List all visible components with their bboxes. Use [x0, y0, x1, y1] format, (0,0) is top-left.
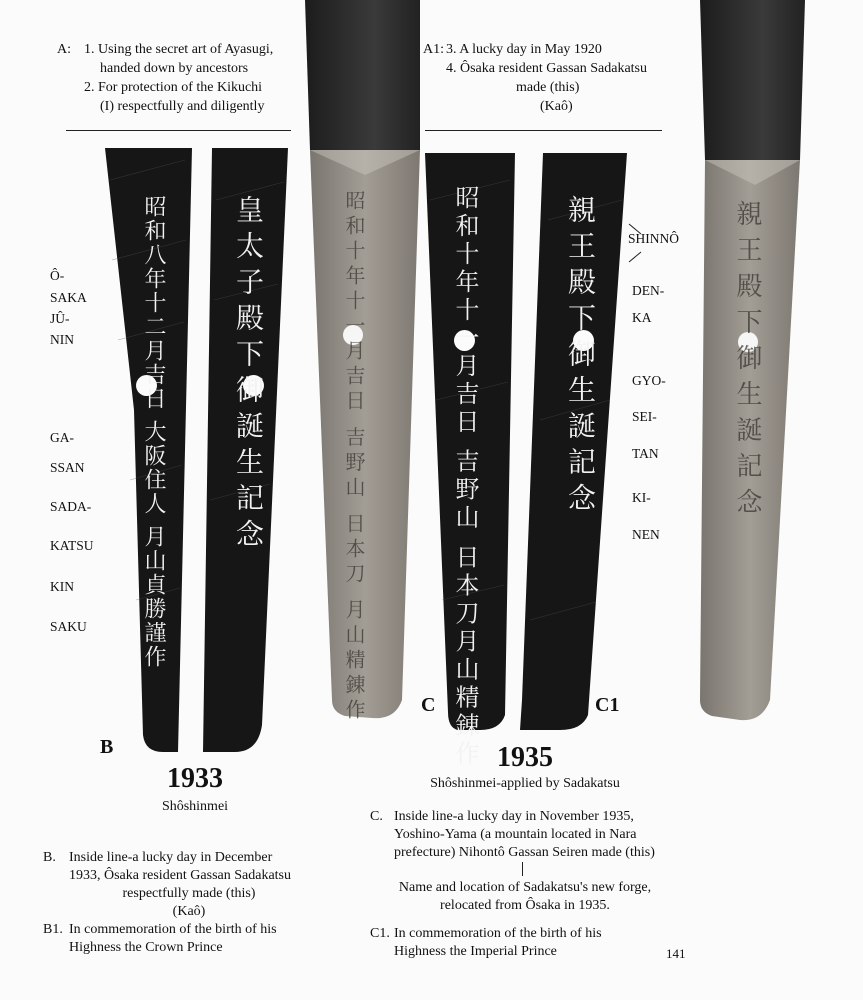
note-c1-prefix: C1.: [370, 926, 390, 941]
caption-a-line-3: 2. For protection of the Kikuchi: [84, 80, 263, 95]
reading-word: GYO-: [632, 373, 666, 388]
shinno-bracket: [627, 222, 647, 272]
note-b1-line-1: In commemoration of the birth of his: [69, 922, 277, 937]
reading-word: SEI-: [632, 409, 657, 424]
note-b1-line-2: Highness the Crown Prince: [69, 940, 223, 955]
caption-a-prefix: A:: [57, 42, 71, 57]
page-number: 141: [666, 946, 686, 961]
year-1935: 1935: [497, 742, 553, 773]
note-c1-line-1: In commemoration of the birth of his: [394, 926, 602, 941]
caption-a1-line-2: 4. Ôsaka resident Gassan Sadakatsu: [446, 61, 648, 76]
reading-word: JÛ-: [50, 311, 70, 326]
reading-word: SSAN: [50, 460, 85, 475]
caption-a1-line-3: made (this): [516, 80, 580, 95]
note-c-line-3: prefecture) Nihontô Gassan Seiren made (this): [394, 845, 655, 860]
reading-word: SAKU: [50, 619, 87, 634]
divider-left: [66, 130, 291, 131]
reading-word: KI-: [632, 490, 651, 505]
note-b-line-2: 1933, Ôsaka resident Gassan Sadakatsu: [69, 868, 292, 883]
reading-word: GA-: [50, 430, 74, 445]
caption-a1-prefix: A1:: [423, 42, 444, 57]
inscription-photo-right: 親王殿下御生誕記念: [732, 200, 762, 524]
year-1933-subtitle: Shôshinmei: [161, 799, 229, 814]
reading-word: SADA-: [50, 499, 92, 514]
inscription-c-right: 親王殿下御生誕記念: [564, 195, 597, 519]
label-c: C: [421, 694, 436, 716]
inscription-photo-middle: 昭和十年十一月吉日 吉野山 日本刀 月山精錬作: [342, 190, 366, 725]
note-b1-prefix: B1.: [43, 922, 63, 937]
reading-word: TAN: [632, 446, 659, 461]
forge-pointer-line: [522, 862, 523, 876]
note-b-line-3: respectfully made (this): [122, 886, 256, 901]
year-1933: 1933: [167, 763, 223, 794]
inscription-b-left: 昭和八年十二月吉日 大阪住人 月山貞勝謹作: [141, 195, 166, 669]
note-c-prefix: C.: [370, 809, 383, 824]
year-1935-subtitle: Shôshinmei-applied by Sadakatsu: [430, 776, 620, 791]
caption-a1-line-4: (Kaô): [540, 99, 573, 114]
note-c-line-1: Inside line-a lucky day in November 1935,: [394, 809, 634, 824]
inscription-c-left: 昭和十年十一月吉日 吉野山 日本刀月山精錬作: [451, 185, 479, 769]
reading-word: SAKA: [50, 290, 87, 305]
note-c1-line-2: Highness the Imperial Prince: [394, 944, 557, 959]
note-c-line-2: Yoshino-Yama (a mountain located in Nara: [394, 827, 637, 842]
reading-word: Ô-: [50, 268, 65, 283]
reading-word: NEN: [632, 527, 660, 542]
label-b: B: [100, 736, 114, 758]
label-c1: C1: [595, 694, 620, 716]
inscription-b-right: 皇太子殿下御誕生記念: [232, 195, 265, 555]
note-forge-line-2: relocated from Ôsaka in 1935.: [440, 898, 610, 913]
reading-word: KATSU: [50, 538, 94, 553]
note-b-line-1: Inside line-a lucky day in December: [69, 850, 273, 865]
reading-word: DEN-: [632, 283, 665, 298]
caption-a1-line-1: 3. A lucky day in May 1920: [446, 42, 602, 57]
note-b-line-4: (Kaô): [172, 904, 206, 919]
note-b-prefix: B.: [43, 850, 56, 865]
reading-word: KIN: [50, 579, 74, 594]
reading-word: SHINNÔ: [628, 231, 680, 246]
divider-right: [425, 130, 662, 131]
caption-a-line-1: 1. Using the secret art of Ayasugi,: [84, 42, 274, 57]
reading-word: KA: [632, 310, 652, 325]
note-forge-line-1: Name and location of Sadakatsu's new forge,: [398, 880, 652, 895]
caption-a-line-2: handed down by ancestors: [100, 61, 249, 76]
caption-a-line-4: (I) respectfully and diligently: [100, 99, 265, 114]
reading-word: NIN: [50, 332, 74, 347]
